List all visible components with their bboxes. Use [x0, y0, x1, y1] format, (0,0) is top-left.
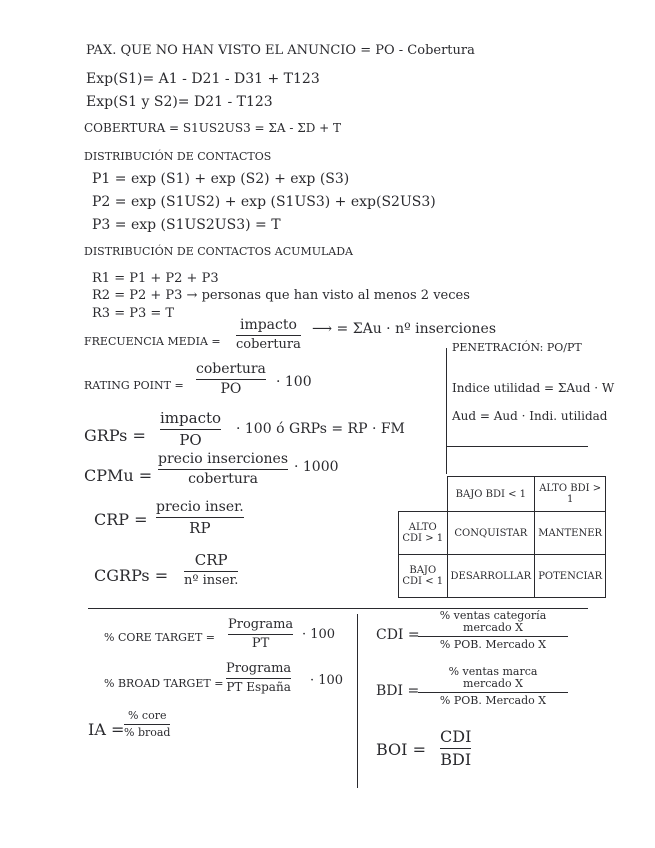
fraction-bar	[228, 634, 293, 635]
bdi-denominator: % POB. Mercado X	[439, 694, 547, 708]
line-pax: PAX. QUE NO HAN VISTO EL ANUNCIO = PO - Cobertura	[86, 43, 475, 58]
cdi-denominator: % POB. Mercado X	[439, 638, 547, 652]
rating-tail: · 100	[276, 374, 312, 390]
broad-target-label: % BROAD TARGET =	[104, 677, 224, 690]
bdi-numerator: % ventas marca mercado X	[448, 665, 538, 691]
frecuencia-tail: ⟶ = ΣAu · nº inserciones	[312, 321, 497, 337]
cgrps-label: CGRPs =	[94, 566, 169, 585]
matrix-row-alto-cdi: ALTO CDI > 1	[399, 512, 448, 555]
rating-denominator: PO	[220, 381, 242, 398]
core-target-denominator: PT	[251, 636, 270, 652]
line-p1: P1 = exp (S1) + exp (S2) + exp (S3)	[92, 171, 350, 187]
cpmu-tail: · 1000	[294, 459, 339, 475]
crp-numerator: precio inser.	[156, 499, 244, 515]
core-target-label: % CORE TARGET =	[104, 631, 216, 644]
side-box-bottom-border	[446, 446, 588, 447]
fraction-bar	[196, 379, 266, 380]
fraction-bar	[236, 335, 301, 336]
ia-fraction	[124, 710, 170, 739]
crp-fraction	[156, 500, 244, 537]
fraction-bar	[226, 678, 291, 679]
boi-label: BOI =	[376, 740, 426, 759]
grps-numerator: impacto	[160, 409, 222, 427]
fraction-bar	[158, 469, 288, 470]
grps-tail: · 100 ó GRPs = RP · FM	[236, 421, 405, 437]
broad-target-fraction	[226, 662, 291, 694]
grps-fraction	[160, 410, 221, 448]
fraction-bar	[160, 429, 221, 430]
frecuencia-label: FRECUENCIA MEDIA =	[84, 335, 221, 348]
ia-label: IA =	[88, 720, 125, 739]
cdi-label: CDI =	[376, 627, 420, 643]
boi-denominator: BDI	[440, 749, 472, 769]
vertical-divider	[357, 614, 358, 788]
ia-denominator: % broad	[124, 726, 171, 740]
frecuencia-denominator: cobertura	[236, 337, 301, 353]
line-p2: P2 = exp (S1US2) + exp (S1US3) + exp(S2US3)	[92, 194, 436, 210]
rating-fraction	[196, 362, 266, 398]
matrix-header-bajo-bdi: BAJO BDI < 1	[447, 477, 535, 512]
rating-numerator: cobertura	[196, 361, 266, 377]
fraction-bar	[418, 692, 568, 693]
boi-fraction	[440, 728, 471, 768]
broad-target-tail: · 100	[310, 673, 344, 688]
bdi-label: BDI =	[376, 683, 420, 699]
line-r3: R3 = P3 = T	[92, 306, 175, 321]
grps-label: GRPs =	[84, 426, 146, 445]
broad-target-numerator: Programa	[226, 661, 292, 676]
boi-numerator: CDI	[440, 727, 472, 746]
indice-line: Indice utilidad = ΣAud · W	[452, 381, 615, 395]
cdi-fraction	[418, 610, 568, 651]
matrix-header-alto-bdi: ALTO BDI > 1	[535, 477, 606, 512]
line-exp-s1-s2: Exp(S1 y S2)= D21 - T123	[86, 94, 273, 110]
line-exp-s1: Exp(S1)= A1 - D21 - D31 + T123	[86, 71, 320, 87]
matrix-cell-conquistar: CONQUISTAR	[447, 512, 535, 555]
bdi-fraction	[418, 666, 568, 707]
heading-distribucion-acumulada: DISTRIBUCIÓN DE CONTACTOS ACUMULADA	[84, 245, 353, 258]
matrix-cell-mantener: MANTENER	[535, 512, 606, 555]
grps-denominator: PO	[179, 430, 202, 449]
fraction-bar	[156, 517, 244, 518]
cpmu-fraction	[158, 452, 288, 488]
matrix-corner	[399, 477, 448, 512]
cpmu-label: CPMu =	[84, 466, 153, 485]
frecuencia-fraction	[236, 318, 301, 353]
side-box-left-border	[446, 348, 447, 474]
heading-distribucion: DISTRIBUCIÓN DE CONTACTOS	[84, 150, 272, 163]
cgrps-numerator: CRP	[194, 551, 228, 569]
fraction-bar	[440, 748, 471, 749]
matrix-cell-potenciar: POTENCIAR	[535, 555, 606, 598]
broad-target-denominator: PT España	[226, 680, 291, 695]
fraction-bar	[124, 724, 170, 725]
bdi-cdi-matrix	[398, 476, 606, 598]
frecuencia-numerator: impacto	[239, 317, 297, 333]
aud-line: Aud = Aud · Indi. utilidad	[452, 409, 608, 423]
core-target-tail: · 100	[302, 627, 336, 642]
ia-numerator: % core	[127, 709, 167, 722]
cgrps-denominator: nº inser.	[184, 572, 239, 588]
matrix-row-bajo-cdi: BAJO CDI < 1	[399, 555, 448, 598]
cgrps-fraction	[184, 552, 238, 588]
fraction-bar	[418, 636, 568, 637]
crp-label: CRP =	[94, 510, 148, 529]
crp-denominator: RP	[189, 519, 211, 538]
line-cobertura: COBERTURA = S1US2US3 = ΣA - ΣD + T	[84, 121, 342, 135]
core-target-fraction	[228, 618, 293, 652]
rating-label: RATING POINT =	[84, 379, 184, 392]
cpmu-numerator: precio inserciones	[158, 451, 289, 467]
core-target-numerator: Programa	[228, 617, 294, 632]
line-p3: P3 = exp (S1US2US3) = T	[92, 217, 281, 233]
cpmu-denominator: cobertura	[188, 471, 258, 488]
matrix-cell-desarrollar: DESARROLLAR	[447, 555, 535, 598]
line-r1: R1 = P1 + P2 + P3	[92, 271, 219, 286]
cdi-numerator: % ventas categoría mercado X	[439, 609, 547, 635]
line-r2: R2 = P2 + P3 → personas que han visto al menos 2 veces	[92, 288, 470, 303]
fraction-bar	[184, 571, 238, 572]
penetracion-line: PENETRACIÓN: PO/PT	[452, 341, 582, 354]
